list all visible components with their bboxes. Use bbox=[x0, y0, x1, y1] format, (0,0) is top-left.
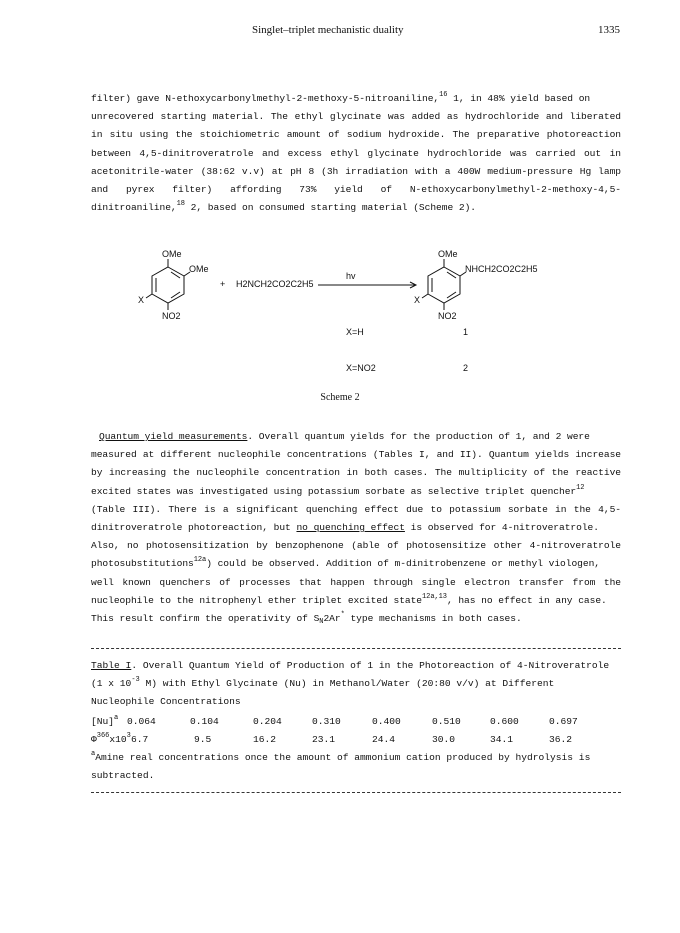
text-line: in situ using the stoichiometric amount of sodium hydroxide. The preparative photoreaction bbox=[91, 129, 621, 141]
product-x: X bbox=[414, 295, 421, 305]
condition-x-h: X=H bbox=[346, 327, 364, 337]
table-title-line: (1 x $10^{-3}$ M) with Ethyl Glycinate (Nu) in Methanol/Water (20:80 v/v) at Different bbox=[91, 676, 555, 689]
table-footnote: $^a$Amine real concentrations once the amount of ammonium cation produced by hydrolysis is bbox=[91, 750, 591, 763]
table-cell: 23.1 bbox=[312, 734, 336, 745]
product-ome: OMe bbox=[438, 249, 458, 259]
text-line: between 4,5-dinitroveratrole and excess ethyl glycinate hydrochloride was carried out in bbox=[91, 147, 621, 159]
text-line: nucleophile to the nitrophenyl ether triplet excited state$^{12a,13}$, has no effect in any case. bbox=[91, 592, 607, 606]
table-cell: 0.310 bbox=[312, 716, 341, 727]
table-cell: 16.2 bbox=[253, 734, 277, 745]
reactant-no2: NO2 bbox=[162, 311, 181, 321]
table-cell: 0.400 bbox=[372, 716, 401, 727]
table-cell: 30.0 bbox=[432, 734, 456, 745]
section-heading: Quantum yield measurements bbox=[99, 431, 248, 442]
table-cell: 0.104 bbox=[190, 716, 219, 727]
text-line: Also, no photosensitization by benzophenone (able of photosensitize other 4-nitroveratrole bbox=[91, 540, 621, 552]
text-line: measured at different nucleophile concentrations (Tables I, and II). Quantum yields increase bbox=[91, 449, 621, 461]
plus-sign: + bbox=[220, 279, 226, 289]
table-cell: 36.2 bbox=[549, 734, 573, 745]
text-line: unrecovered starting material. The ethyl glycinate was added as hydrochloride and liberated bbox=[91, 111, 621, 123]
table-footnote: subtracted. bbox=[91, 770, 155, 781]
text-line: This result confirm the operativity of $S_N2Ar^*$ type mechanisms in both cases. bbox=[91, 610, 522, 626]
table-cell: 0.204 bbox=[253, 716, 282, 727]
table-cell: 34.1 bbox=[490, 734, 514, 745]
product-label-1: 1 bbox=[463, 327, 469, 337]
text-line: (Table III). There is a significant quenching effect due to potassium sorbate in the 4,5- bbox=[91, 503, 621, 515]
text-line: acetonitrile-water (38:62 v.v) at pH 8 (3h irradiation with a 400W medium-pressure Hg lamp bbox=[91, 165, 621, 177]
text-line: dinitroveratrole photoreaction, but no quenching effect is observed for 4-nitroveratrole. bbox=[91, 521, 599, 533]
table-label: Table I bbox=[91, 660, 132, 671]
table-row-phi bbox=[91, 734, 621, 752]
table-top-rule bbox=[91, 648, 621, 649]
text-line: photosubstitutions$^{12a}$) could be observed. Addition of m-dinitrobenzene or methyl viologen, bbox=[91, 556, 600, 570]
reaction-scheme bbox=[120, 245, 580, 445]
text-line: Quantum yield measurements. Overall quantum yields for the production of 1, and 2 were bbox=[99, 431, 590, 442]
text-line: filter) gave N-ethoxycarbonylmethyl-2-methoxy-5-nitroaniline,$^{16}$ 1, in 48% yield based on bbox=[91, 91, 591, 104]
table-title-line: Nucleophile Concentrations bbox=[91, 696, 241, 707]
reactant-structure bbox=[146, 259, 190, 310]
quantum-yield-paragraph bbox=[91, 428, 621, 628]
table-cell: 0.064 bbox=[127, 716, 156, 727]
table-bottom-rule bbox=[91, 792, 621, 793]
intro-paragraph bbox=[91, 90, 621, 217]
condition-x-no2: X=NO2 bbox=[346, 363, 376, 373]
text-line: excited states was investigated using potassium sorbate as selective triplet quencher$^{12}$ bbox=[91, 483, 585, 497]
row-header: $\Phi^{366}x10^3$ bbox=[91, 732, 131, 745]
reaction-arrow bbox=[318, 282, 416, 288]
table-cell: 0.510 bbox=[432, 716, 461, 727]
table-row-nu bbox=[91, 716, 621, 734]
reactant-x: X bbox=[138, 295, 145, 305]
reactant-ome-top: OMe bbox=[162, 249, 182, 259]
reactant-ome-side: OMe bbox=[189, 264, 209, 274]
product-no2: NO2 bbox=[438, 311, 457, 321]
text-line: dinitroaniline,$^{18}$ 2, based on consumed starting material (Scheme 2). bbox=[91, 200, 476, 214]
table-cell: 24.4 bbox=[372, 734, 396, 745]
arrow-label: hv bbox=[346, 271, 356, 281]
scheme-caption: Scheme 2 bbox=[320, 392, 360, 403]
product-structure bbox=[422, 259, 466, 310]
text-line: by increasing the nucleophile concentration in both cases. The multiplicity of the reactive bbox=[91, 467, 621, 479]
running-title: Singlet–triplet mechanistic duality bbox=[252, 24, 404, 36]
table-cell: 0.600 bbox=[490, 716, 519, 727]
reagent-formula: H2NCH2CO2C2H5 bbox=[236, 279, 314, 289]
table-cell: 9.5 bbox=[194, 734, 212, 745]
row-header: $[Nu]^a$ bbox=[91, 714, 119, 727]
product-label-2: 2 bbox=[463, 363, 469, 373]
product-substituent: NHCH2CO2C2H5 bbox=[465, 264, 538, 274]
table-cell: 0.697 bbox=[549, 716, 578, 727]
table-1 bbox=[91, 660, 621, 800]
page-number: 1335 bbox=[598, 24, 620, 36]
running-header bbox=[0, 24, 680, 44]
table-title-line: Table I. Overall Quantum Yield of Production of 1 in the Photoreaction of 4-Nitroveratrole bbox=[91, 660, 610, 671]
text-line: and pyrex filter) affording 73% yield of N-ethoxycarbonylmethyl-2-methoxy-4,5- bbox=[91, 183, 621, 195]
table-cell: 6.7 bbox=[131, 734, 149, 745]
text-line: well known quenchers of processes that happen through single electron transfer from the bbox=[91, 576, 621, 588]
